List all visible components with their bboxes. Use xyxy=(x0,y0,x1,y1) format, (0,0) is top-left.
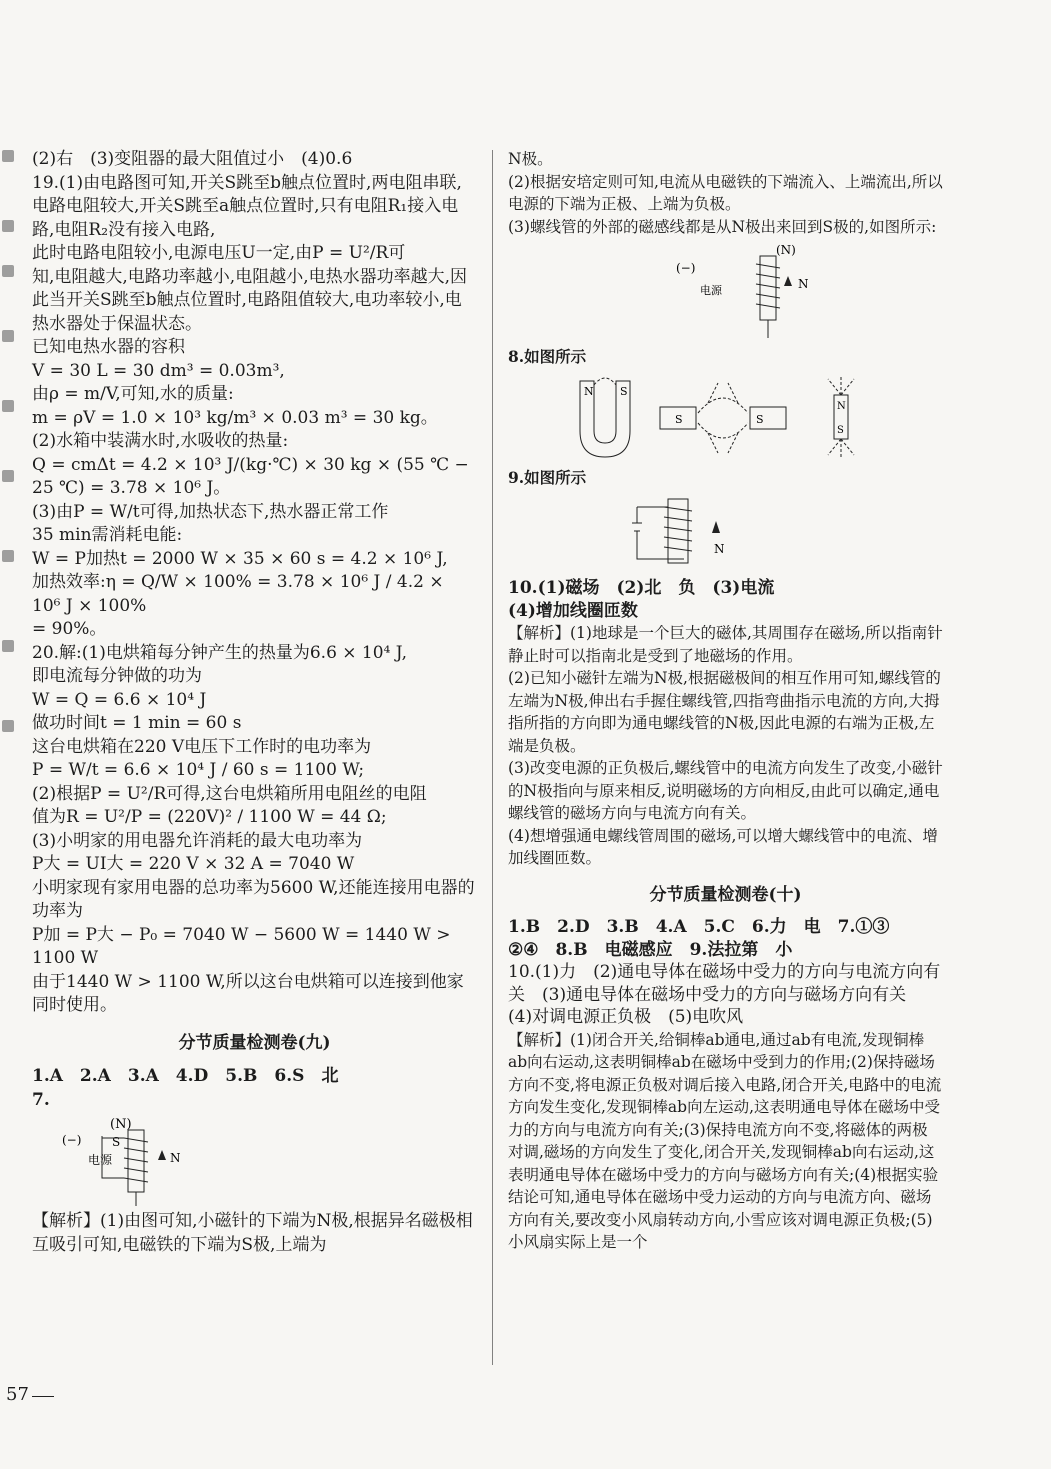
fig-n-label: (N) xyxy=(776,243,796,257)
q20-max-power: P大 = UI大 = 220 V × 32 A = 7040 W xyxy=(32,854,355,874)
q10-answer: 10.(1)磁场 (2)北 负 (3)电流 xyxy=(508,578,775,598)
q7-label: 7. xyxy=(32,1089,50,1110)
right-line: (3)螺线管的外部的磁感线都是从N极出来回到S极的,如图所示: xyxy=(508,217,937,236)
q20-conclusion: 由于1440 W > 1100 W,所以这台电烘箱可以连接到他家同时使用。 xyxy=(32,971,464,1015)
fig-source-label: 电源 xyxy=(700,284,722,297)
fig-source-label: 电源 xyxy=(88,1153,113,1167)
q20-work: W = Q = 6.6 × 10⁴ J xyxy=(32,689,207,710)
fig-n-label: (N) xyxy=(110,1117,132,1132)
fig-minus-label: (−) xyxy=(676,261,696,275)
repulsion-field xyxy=(698,383,748,453)
q19-intro: 19.(1)由电路图可知,开关S跳至b触点位置时,两电阻串联,电路电阻较大,开关S跳至a触点位置时,只有电阻R₁接入电路,电阻R₂没有接入电路, xyxy=(32,172,462,240)
answers-9: 1.A 2.A 3.A 4.D 5.B 6.S 北 xyxy=(32,1066,339,1086)
answers-10-row1: 1.B 2.D 3.B 4.A 5.C 6.力 电 7.①③ xyxy=(508,917,890,937)
solenoid-figure-q7-3 xyxy=(658,242,858,342)
analysis-9: 【解析】(1)由图可知,小磁针的下端为N极,根据异名磁极相互吸引可知,电磁铁的下端为S极,上端为 xyxy=(32,1211,473,1255)
left-line: (2)右 (3)变阻器的最大阻值过小 (4)0.6 xyxy=(32,149,353,169)
q20-extra: P加 = P大 − P₀ = 7040 W − 5600 W = 1440 W > 1100 W xyxy=(32,924,456,968)
right-line: (2)根据安培定则可知,电流从电磁铁的下端流入、上端流出,所以电源的下端为正极、上端为负极。 xyxy=(508,172,943,213)
right-line: N极。 xyxy=(508,150,553,168)
fig-n-pole: N xyxy=(170,1151,181,1165)
page-number-dash xyxy=(32,1396,54,1397)
q20-power-label: 这台电烘箱在220 V电压下工作时的电功率为 xyxy=(32,736,372,757)
q19-mass: m = ρV = 1.0 × 10³ kg/m³ × 0.03 m³ = 30 kg。 xyxy=(32,407,438,428)
compass-needle xyxy=(712,521,720,533)
right-column xyxy=(508,148,943,1254)
q19-part3: (3)由P = W/t可得,加热状态下,热水器正常工作 xyxy=(32,501,389,522)
fig-s-label: S xyxy=(112,1135,121,1149)
solenoid-figure-q7 xyxy=(32,1116,232,1206)
q19-heat: Q = cmΔt = 4.2 × 10³ J/(kg·℃) × 30 kg × (55 ℃ − 25 ℃) = 3.78 × 10⁶ J。 xyxy=(32,454,475,498)
section-title-9: 分节质量检测卷(九) xyxy=(178,1032,331,1053)
analysis-10: 【解析】(1)闭合开关,给铜棒ab通电,通过ab有电流,发现铜棒ab向右运动,这表明铜棒ab在磁场中受到力的作用;(2)保持磁场方向不变,将电源正负极对调后接入电路,闭合开关,电路中的电流方向发生变化,发现铜棒ab向左运动,这表明通电导体在磁场中受力的方向与电流方向有关;(3)保持电流方向不变,将磁体的两极对调,磁场的方向发生了变化,闭合开关,发现铜棒ab向右运动,这表明通电导体在磁场中受力的方向与磁场方向有关;(4)根据实验结论可知,通电导体在磁场中受力运动的方向与电流方向、磁场方向有关,要改变小风扇转动方向,小雪应该对调电源正负极;(5)小风扇实际上是一个 xyxy=(508,1030,942,1251)
q19-formula-line: 此时电路电阻较小,电源电压U一定,由P = U²/R可 xyxy=(32,243,406,263)
q20-resistance: 值为R = U²/P = (220V)² / 1100 W = 44 Ω; xyxy=(32,807,387,827)
q10-analysis-2: (2)已知小磁针左端为N极,根据磁极间的相互作用可知,螺线管的左端为N极,伸出右手握住螺线管,四指弯曲指示电流的方向,大拇指所指的方向即为通电螺线管的N极,因此电源的右端为正极,左端是负极。 xyxy=(508,669,941,755)
vertical-magnet-s: S xyxy=(837,424,844,436)
fig-needle xyxy=(158,1150,166,1160)
q20-work-label: 即电流每分钟做的功为 xyxy=(32,666,202,686)
vertical-field xyxy=(828,377,854,459)
fig-n-pole: N xyxy=(798,277,809,291)
section-title-10: 分节质量检测卷(十) xyxy=(649,884,802,905)
q19-part2: (2)水箱中装满水时,水吸收的热量: xyxy=(32,431,289,451)
page-number: 57 xyxy=(6,1384,29,1405)
q19-density: 由ρ = m/V,可知,水的质量: xyxy=(32,384,234,404)
binding-margin xyxy=(0,130,16,890)
q19-energy: W = P加热t = 2000 W × 35 × 60 s = 4.2 × 10⁶ J, xyxy=(32,548,448,569)
q10-analysis-3: (3)改变电源的正负极后,螺线管中的电流方向发生了改变,小磁针的N极指向与原来相反,说明磁场的方向相反,由此可以确定,通电螺线管的磁场方向与电流方向有关。 xyxy=(508,759,943,822)
q19-volume-label: 已知电热水器的容积 xyxy=(32,337,185,357)
answers-10-q10: 10.(1)力 (2)通电导体在磁场中受力的方向与电流方向有关 (3)通电导体在磁场中受力的方向与磁场方向有关 (4)对调电源正负极 (5)电吹风 xyxy=(508,962,941,1027)
q20-intro: 20.解:(1)电烘箱每分钟产生的热量为6.6 × 10⁴ J, xyxy=(32,642,408,663)
q20-part2: (2)根据P = U²/R可得,这台电烘箱所用电阻丝的电阻 xyxy=(32,783,427,804)
q10-answer-4: (4)增加线圈匝数 xyxy=(508,600,638,621)
q20-power: P = W/t = 6.6 × 10⁴ J / 60 s = 1100 W; xyxy=(32,760,365,780)
q20-time: 做功时间t = 1 min = 60 s xyxy=(32,713,242,733)
answers-10-row2: ②④ 8.B 电磁感应 9.法拉第 小 xyxy=(508,939,793,960)
u-magnet-s: S xyxy=(620,384,628,398)
fig-needle xyxy=(784,276,792,286)
q20-existing: 小明家现有家用电器的总功率为5600 W,还能连接用电器的功率为 xyxy=(32,877,475,921)
q19-time: 35 min需消耗电能: xyxy=(32,525,183,545)
electromagnet-figure xyxy=(628,493,848,573)
q19-result: = 90%。 xyxy=(32,619,107,639)
q19-reason: 知,电阻越大,电路功率越小,电阻越小,电热水器功率越大,因此当开关S跳至b触点位置时,电路阻值较大,电功率较小,电热水器处于保温状态。 xyxy=(32,266,468,334)
bar-magnet-right-s: S xyxy=(756,412,764,426)
q19-efficiency: 加热效率:η = Q/W × 100% = 3.78 × 10⁶ J / 4.2 × 10⁶ J × 100% xyxy=(32,572,450,616)
field-line xyxy=(594,378,616,385)
bar-magnet-left-s: S xyxy=(675,412,683,426)
q20-part3: (3)小明家的用电器允许消耗的最大电功率为 xyxy=(32,830,363,851)
q19-volume: V = 30 L = 30 dm³ = 0.03m³, xyxy=(32,360,285,381)
compass-n: N xyxy=(714,542,725,556)
q9-label: 9.如图所示 xyxy=(508,467,587,487)
magnetic-field-figure xyxy=(508,373,908,463)
column-divider xyxy=(492,150,493,1365)
q8-label: 8.如图所示 xyxy=(508,347,587,366)
vertical-magnet-n: N xyxy=(837,400,846,412)
q10-analysis-4: (4)想增强通电螺线管周围的磁场,可以增大螺线管中的电流、增加线圈匝数。 xyxy=(508,826,938,867)
fig-minus-label: (−) xyxy=(62,1133,82,1147)
q10-analysis-1: 【解析】(1)地球是一个巨大的磁体,其周围存在磁场,所以指南针静止时可以指南北是受到了地磁场的作用。 xyxy=(508,624,943,665)
u-magnet-n: N xyxy=(584,384,594,398)
left-column xyxy=(32,148,477,1257)
battery-circuit xyxy=(632,507,684,559)
